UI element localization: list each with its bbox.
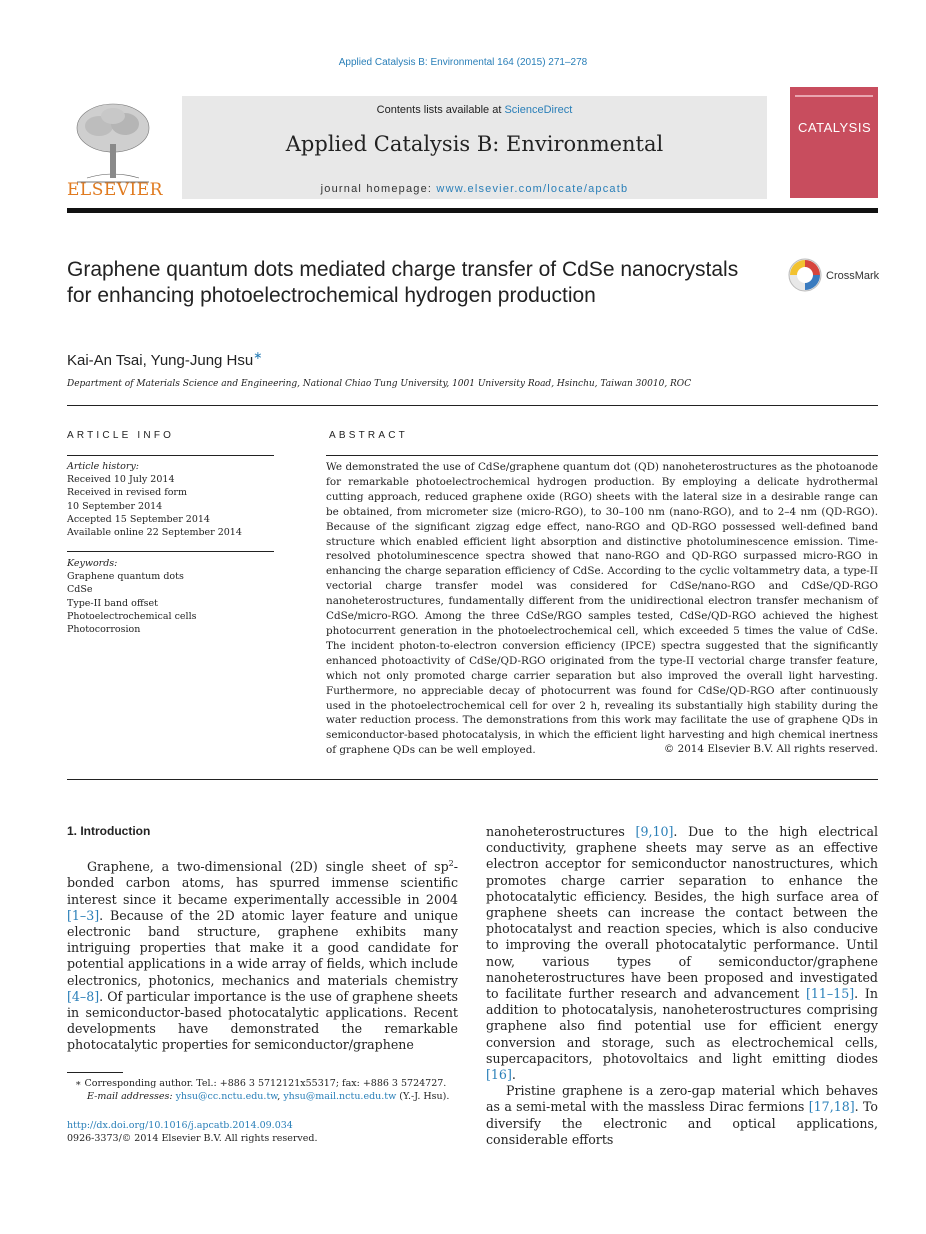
- history-label: Article history:: [67, 461, 139, 472]
- keyword-item: Photoelectrochemical cells: [67, 610, 197, 622]
- corresponding-author-footnote: [67, 1077, 467, 1103]
- article-info-heading: ARTICLE INFO: [67, 430, 175, 441]
- author-list: [67, 349, 262, 369]
- keyword-item: Graphene quantum dots: [67, 571, 184, 583]
- article-info-rule-mid: [67, 551, 274, 552]
- history-item: Available online 22 September 2014: [67, 527, 242, 539]
- citation-link[interactable]: [9,10]: [635, 824, 674, 839]
- issn-line: 0926-3373/© 2014 Elsevier B.V. All rights reserved.: [67, 1133, 318, 1144]
- homepage-link[interactable]: www.elsevier.com/locate/apcatb: [436, 183, 629, 195]
- contents-prefix: Contents lists available at: [376, 104, 505, 116]
- history-item: 10 September 2014: [67, 500, 163, 512]
- abstract-divider: [67, 779, 878, 780]
- journal-title: Applied Catalysis B: Environmental: [285, 132, 664, 156]
- homepage-prefix: journal homepage:: [320, 183, 437, 195]
- journal-homepage-line: [182, 183, 767, 195]
- authors-text: Kai-An Tsai, Yung-Jung Hsu: [67, 352, 254, 369]
- citation-link[interactable]: [16]: [486, 1067, 512, 1083]
- history-item: Received in revised form: [67, 487, 187, 499]
- article-history: [67, 460, 274, 539]
- cover-stripe: [795, 95, 873, 97]
- email-link[interactable]: yhsu@mail.nctu.edu.tw: [283, 1091, 397, 1102]
- abstract-copyright: © 2014 Elsevier B.V. All rights reserved.: [663, 743, 878, 755]
- journal-cover-thumbnail[interactable]: [790, 87, 878, 198]
- body-column-left: [67, 856, 458, 1054]
- keywords-block: [67, 557, 274, 636]
- history-item: Accepted 15 September 2014: [67, 513, 210, 525]
- author-affiliation: Department of Materials Science and Engineering, National Chiao Tung University, 1001 University Road, Hsinchu, Taiwan 30010, ROC: [67, 379, 692, 389]
- doi-link[interactable]: http://dx.doi.org/10.1016/j.apcatb.2014.09.034: [67, 1120, 293, 1131]
- citation-link[interactable]: [11–15]: [805, 986, 855, 1002]
- keyword-item: Type-II band offset: [67, 597, 158, 609]
- contents-line: [182, 104, 767, 116]
- footnote-contact: ∗ Corresponding author. Tel.: +886 3 5712121x55317; fax: +886 3 5724727.: [75, 1078, 447, 1089]
- history-item: Received 10 July 2014: [67, 474, 175, 486]
- footnote-rule: [67, 1072, 123, 1073]
- footnote-emails: E-mail addresses: yhsu@cc.nctu.edu.tw, yhsu@mail.nctu.edu.tw (Y.-J. Hsu).: [87, 1091, 450, 1102]
- keywords-label: Keywords:: [67, 558, 118, 569]
- sciencedirect-link[interactable]: ScienceDirect: [504, 104, 573, 116]
- keyword-item: Photocorrosion: [67, 624, 141, 636]
- citation-link[interactable]: [1–3]: [67, 907, 100, 923]
- abstract-heading: ABSTRACT: [329, 430, 408, 441]
- body-column-right: [486, 824, 878, 1148]
- article-title: Graphene quantum dots mediated charge transfer of CdSe nanocrystals for enhancing photoelectrochemical hydrogen production: [67, 258, 739, 307]
- journal-header-band: [182, 96, 767, 199]
- doi-block: [67, 1119, 318, 1145]
- abstract-rule-top: [326, 455, 878, 456]
- email-link[interactable]: yhsu@cc.nctu.edu.tw: [175, 1091, 278, 1102]
- body-paragraph: Graphene, a two-dimensional (2D) single sheet of $sp^2$-bonded carbon atoms, has spurred immense scientific interest since it became experimentally accessible in 2004 [1–3]. Because of the 2D atomic layer feature and unique electronic band structure, graphene exhibits many intriguing properties that make it a good candidate for potential applications in a wide array of fields, which include electronics, photonics, mechanics and materials chemistry [4–8]. Of particular importance is the use of graphene sheets in semiconductor-based photocatalytic applications. Recent developments have demonstrated the remarkable photocatalytic properties for semiconductor/graphene: [67, 859, 458, 1053]
- crossmark-badge[interactable]: [788, 258, 880, 294]
- crossmark-icon: [788, 258, 822, 292]
- body-paragraph: Pristine graphene is a zero-gap material which behaves as a semi-metal with the massless Dirac fermions [17,18]. To diversify the electronic and optical applications, considerable efforts: [486, 1083, 878, 1147]
- crossmark-label: CrossMark: [826, 270, 880, 282]
- citation-link[interactable]: [4–8]: [67, 988, 100, 1004]
- section-heading-introduction: 1. Introduction: [67, 824, 151, 838]
- elsevier-logo: [67, 96, 163, 200]
- journal-reference[interactable]: Applied Catalysis B: Environmental 164 (2015) 271–278: [338, 57, 588, 68]
- article-info-rule-top: [67, 455, 274, 456]
- corresponding-author-mark[interactable]: ∗: [253, 350, 263, 362]
- citation-link[interactable]: [17,18]: [808, 1099, 855, 1115]
- cover-title: CATALYSIS: [798, 120, 872, 135]
- affiliation-divider: [67, 405, 878, 406]
- keyword-item: CdSe: [67, 584, 93, 596]
- header-divider: [67, 208, 878, 213]
- body-paragraph: nanoheterostructures [9,10]. Due to the high electrical conductivity, graphene sheets may serve as an effective electron acceptor for semiconductor nanostructures, which promotes charge carrier separation to enhance the photocatalytic efficiency. Besides, the high surface area of graphene sheets can increase the contact between the photocatalyst and reaction species, which is also conducive to improving the overall photocatalytic performance. Until now, various types of semiconductor/graphene nanoheterostructures have been proposed and investigated to facilitate further research and advancement [11–15]. In addition to photocatalysis, nanoheterostructures comprising graphene also find potential use for efficient energy conversion and storage, such as electrochemical cells, supercapacitors, photovoltaics and light emitting diodes [16].: [486, 824, 878, 1083]
- abstract-text: We demonstrated the use of CdSe/graphene quantum dot (QD) nanoheterostructures as the photoanode for remarkable photoelectrochemical hydrogen production. By employing a delicate hydrothermal cutting approach, reduced graphene oxide (RGO) sheets with the lateral size in a desirable range can be obtained, from micrometer size (micro-RGO), to 30–100 nm (nano-RGO), and to 2–4 nm (QD-RGO). Because of the significant zigzag edge effect, nano-RGO and QD-RGO possessed well-defined band structure which enabled efficient light absorption and distinctive photoluminescence emission. Time-resolved photoluminescence spectra showed that nano-RGO and QD-RGO surpassed micro-RGO in enhancing the charge separation efficiency of CdSe. According to the cyclic voltammetry data, a type-II vectorial charge transfer model was considered for CdSe/nano-RGO and CdSe/QD-RGO nanoheterostructures, fundamentally different from the unidirectional electron transfer mechanism of CdSe/micro-RGO. Among the three CdSe/RGO samples tested, CdSe/QD-RGO achieved the highest photocurrent generation in the photoelectrochemical cell, which exceeded 5 times the value of CdSe. The incident photon-to-electron conversion efficiency (IPCE) spectra suggested that the significantly enhanced photoactivity of CdSe/QD-RGO originated from the type-II vectorial charge transfer feature, which not only promoted charge carrier separation but also improved the overall light harvesting. Furthermore, no appreciable decay of photocurrent was found for CdSe/QD-RGO after continuously used in the photoelectrochemical cell for over 2 h, revealing its substantially high stability during the water reduction process. The demonstrations from this work may facilitate the use of graphene QDs in semiconductor-based photocatalysis, in which the efficient light harvesting and high chemical inertness of graphene QDs can be well employed.: [326, 461, 878, 757]
- elsevier-wordmark: ELSEVIER: [67, 180, 163, 200]
